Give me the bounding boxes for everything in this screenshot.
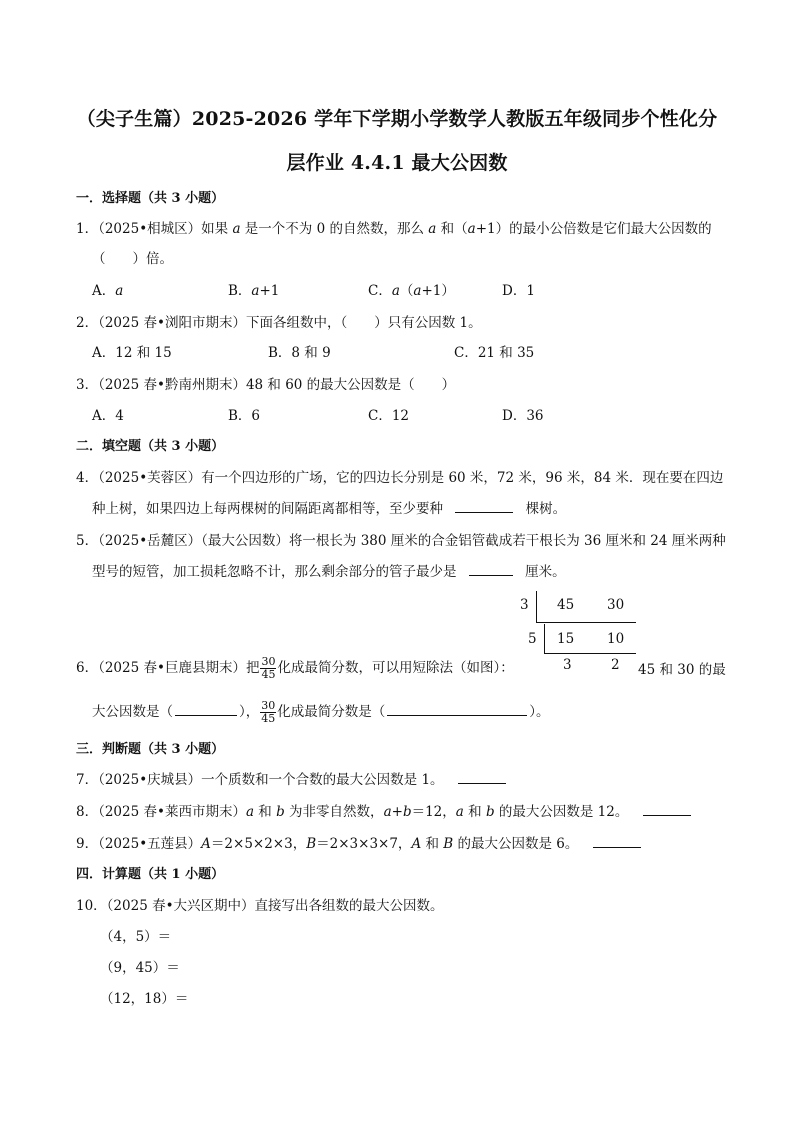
question-9-stem (76, 832, 641, 852)
q2-option-a[interactable]: A．12 和 15 (92, 345, 172, 361)
question-2-stem: 2．（2025 春•浏阳市期末）下面各组数中，（ ）只有公因数 1。 (76, 315, 482, 331)
fraction-denominator: 45 (261, 712, 276, 725)
q1-option-d[interactable]: D．1 (502, 283, 535, 299)
quotient-15: 15 (557, 631, 575, 647)
q1-text-d: +1）的最小公倍数是它们最大公因数的 (475, 221, 712, 237)
q3-option-d[interactable]: D．36 (502, 408, 544, 424)
q1-option-a[interactable] (92, 279, 123, 299)
q1-var-a: a (428, 221, 437, 237)
option-var: a (413, 283, 422, 299)
dividend-45: 45 (557, 597, 575, 613)
option-label: C． (368, 283, 392, 299)
q9-text: ＝2×3×3×7， (316, 836, 412, 852)
q8-text: 的最大公因数是 12。 (494, 804, 629, 820)
fraction-numerator: 30 (261, 655, 276, 668)
q1-text-a: 1．（2025•相城区）如果 (76, 221, 233, 237)
q10-item-1[interactable]: （4，5）＝ (100, 929, 172, 945)
q8-text: 和 (463, 804, 486, 820)
division-bracket-2 (544, 624, 545, 654)
q8-var: a (455, 804, 464, 820)
option-text: （ (399, 283, 414, 299)
q8-var: a (383, 804, 392, 820)
section-heading-choice: 一．选择题（共 3 小题） (76, 191, 225, 206)
q2-option-c[interactable]: C．21 和 35 (454, 345, 535, 361)
division-bracket-1 (536, 591, 537, 623)
q1-var-a: a (232, 221, 241, 237)
page-title-line-2: 层作业 4.4.1 最大公因数 (286, 152, 508, 174)
divisor-1: 3 (520, 597, 529, 613)
q9-text: 的最大公因数是 6。 (453, 836, 579, 852)
q8-var: a (245, 804, 255, 820)
q1-option-c[interactable] (368, 279, 455, 299)
q4-answer-blank[interactable] (455, 498, 513, 513)
q8-answer-blank[interactable] (643, 801, 691, 816)
question-5-stem: 5．（2025•岳麓区）（最大公因数）将一根长为 380 厘米的合金铝管截成若干根长为 36 厘米和 24 厘米两种 (76, 533, 726, 549)
q4-text-b: 棵树。 (525, 501, 567, 517)
q6-answer-blank-fraction[interactable] (387, 701, 527, 716)
result-3: 3 (563, 657, 572, 673)
fraction-30-45 (260, 656, 276, 681)
q4-text-a: 种上树，如果四边上每两棵树的间隔距离都相等，至少要种 (92, 501, 443, 517)
option-label: A． (92, 283, 116, 299)
q10-item-3[interactable]: （12，18）＝ (100, 991, 189, 1007)
q9-var: A (201, 836, 211, 852)
option-text: +1） (421, 283, 455, 299)
q9-text: 和 (421, 836, 444, 852)
q6-text-d: ）， (239, 704, 260, 720)
question-7-stem (76, 768, 506, 788)
q5-text-b: 厘米。 (525, 564, 566, 580)
q1-option-b[interactable] (228, 279, 279, 299)
q9-var: B (443, 836, 454, 852)
q3-option-a[interactable]: A．4 (92, 408, 124, 424)
q3-option-b[interactable]: B．6 (228, 408, 261, 424)
q1-var-a: a (467, 221, 476, 237)
section-heading-calc: 四．计算题（共 1 小题） (76, 867, 225, 882)
question-10-stem: 10．（2025 春•大兴区期中）直接写出各组数的最大公因数。 (76, 898, 444, 914)
divisor-2: 5 (528, 631, 537, 647)
question-6-stem-cont (92, 700, 550, 725)
question-4-stem-cont (92, 497, 566, 517)
section-heading-judge: 三．判断题（共 3 小题） (76, 742, 225, 757)
q8-text: 为非零自然数， (284, 804, 384, 820)
q2-option-b[interactable]: B．8 和 9 (268, 345, 331, 361)
q6-text-b: 化成最简分数，可以用短除法（如图）： (277, 660, 514, 676)
q8-text: ＝12， (411, 804, 456, 820)
q7-text: 7．（2025•庆城县）一个质数和一个合数的最大公因数是 1。 (76, 772, 444, 788)
q3-option-c[interactable]: C．12 (368, 408, 410, 424)
fraction-numerator: 30 (261, 699, 276, 712)
option-var: a (115, 283, 124, 299)
q6-answer-blank-gcd[interactable] (175, 701, 237, 716)
quotient-10: 10 (607, 631, 625, 647)
dividend-30: 30 (607, 597, 625, 613)
q6-text-a: 6．（2025 春•巨鹿县期末）把 (76, 660, 260, 676)
q8-var: b (276, 804, 285, 820)
q7-answer-blank[interactable] (458, 769, 506, 784)
question-4-stem: 4．（2025•芙蓉区）有一个四边形的广场，它的四边长分别是 60 米，72 米，96 米，84 米．现在要在四边 (76, 470, 724, 486)
q6-text-f: ）。 (529, 704, 550, 720)
option-var: a (391, 283, 400, 299)
q5-text-a: 型号的短管，加工损耗忽略不计，那么剩余部分的管子最少是 (92, 564, 457, 580)
q6-text-e: 化成最简分数是（ (277, 704, 386, 720)
option-var: a (251, 283, 260, 299)
q1-text-c: 和（ (436, 221, 468, 237)
division-rule-2 (544, 653, 636, 654)
q9-text: 9．（2025•五莲县） (76, 836, 202, 852)
question-1-stem-cont: （ ）倍。 (92, 251, 173, 267)
fraction-denominator: 45 (261, 668, 276, 681)
q8-text: 和 (254, 804, 277, 820)
division-rule-1 (536, 622, 636, 623)
q9-text: ＝2×5×2×3， (210, 836, 307, 852)
option-label: B． (228, 283, 252, 299)
q8-var: b (485, 804, 495, 820)
q6-text-c: 大公因数是（ (92, 704, 173, 720)
section-heading-fill: 二．填空题（共 3 小题） (76, 439, 225, 454)
q8-text: + (391, 804, 403, 820)
q1-text-b: 是一个不为 0 的自然数，那么 (240, 221, 429, 237)
page-title-line-1: （尖子生篇）2025-2026 学年下学期小学数学人教版五年级同步个性化分 (76, 108, 718, 130)
q9-answer-blank[interactable] (593, 833, 641, 848)
result-2: 2 (611, 657, 620, 673)
q8-text: 8．（2025 春•莱西市期末） (76, 804, 246, 820)
question-3-stem: 3．（2025 春•黔南州期末）48 和 60 的最大公因数是（ ） (76, 377, 456, 393)
q9-var: B (306, 836, 317, 852)
option-text: +1 (259, 283, 280, 299)
question-6-stem-tail: 45 和 30 的最 (638, 662, 726, 678)
q10-item-2[interactable]: （9，45）＝ (100, 960, 180, 976)
fraction-30-45 (260, 700, 276, 725)
question-1-stem (76, 217, 712, 237)
q9-var: A (411, 836, 422, 852)
q5-answer-blank[interactable] (469, 561, 513, 576)
question-8-stem (76, 800, 691, 820)
question-5-stem-cont (92, 560, 566, 580)
q8-var: b (402, 804, 412, 820)
question-6-stem (76, 656, 514, 681)
